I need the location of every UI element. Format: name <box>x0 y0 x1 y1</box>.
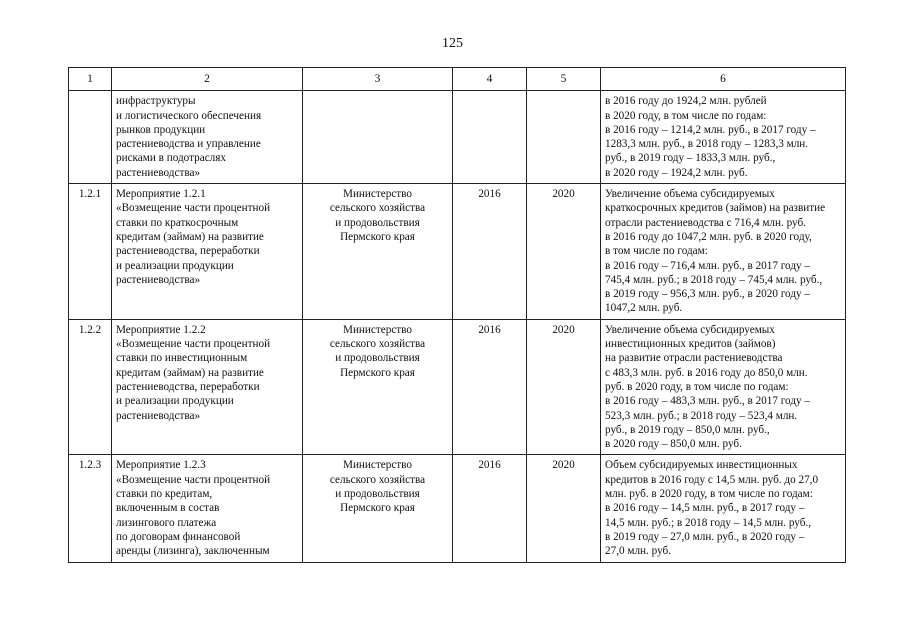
activity-name-line: Мероприятие 1.2.3 <box>116 459 206 472</box>
activity-name-line: «Возмещение части процентной <box>116 473 271 486</box>
expected-result-line: кредитов в 2016 году с 14,5 млн. руб. до 27,0 <box>605 473 819 486</box>
row-number: 1.2.1 <box>69 184 112 320</box>
expected-result-line: 523,3 млн. руб.; в 2018 году – 523,4 млн. <box>605 409 798 422</box>
executor-line: сельского хозяйства <box>329 473 426 486</box>
expected-result-line: Объем субсидируемых инвестиционных <box>605 459 798 472</box>
expected-result <box>601 91 846 184</box>
start-year: 2016 <box>453 319 527 455</box>
expected-result <box>601 319 846 455</box>
expected-result-line: 27,0 млн. руб. <box>605 545 671 558</box>
activity-name-line: растениеводства» <box>116 166 201 179</box>
table-header-row <box>69 68 846 91</box>
activity-name <box>112 184 303 320</box>
expected-result-line: руб. в 2020 году, в том числе по годам: <box>605 380 789 393</box>
activity-name-line: растениеводства» <box>116 273 201 286</box>
table-row <box>69 319 846 455</box>
page-number: 125 <box>442 36 463 51</box>
expected-result-line: Увеличение объема субсидируемых <box>605 188 775 201</box>
activity-name-line: включенным в состав <box>116 502 220 515</box>
activity-name-line: растениеводства, переработки <box>116 245 260 258</box>
executor <box>303 91 453 184</box>
expected-result-line: в 2016 году – 716,4 млн. руб., в 2017 году – <box>605 259 811 272</box>
expected-result-line: в 2020 году, в том числе по годам: <box>605 109 767 122</box>
activity-name-line: кредитам (займам) на развитие <box>116 230 264 243</box>
executor-line: и продовольствия <box>335 352 420 365</box>
header-col-4: 4 <box>453 68 527 91</box>
start-year <box>453 91 527 184</box>
expected-result-line: на развитие отрасли растениеводства <box>605 352 783 365</box>
end-year: 2020 <box>527 319 601 455</box>
activity-name-line: по договорам финансовой <box>116 530 241 543</box>
activity-name-line: рисками в подотраслях <box>116 152 226 165</box>
activity-name-line: Мероприятие 1.2.1 <box>116 188 206 201</box>
row-number: 1.2.2 <box>69 319 112 455</box>
row-number <box>69 91 112 184</box>
expected-result-line: 1047,2 млн. руб. <box>605 302 683 315</box>
activity-name-line: Мероприятие 1.2.2 <box>116 323 206 336</box>
expected-result-line: отрасли растениеводства с 716,4 млн. руб. <box>605 216 806 229</box>
activity-name-line: растениеводства» <box>116 409 201 422</box>
expected-result <box>601 184 846 320</box>
activity-name-line: растениеводства и управление <box>116 138 261 151</box>
expected-result-line: с 483,3 млн. руб. в 2016 году до 850,0 млн. <box>605 366 808 379</box>
activity-name-line: и реализации продукции <box>116 259 234 272</box>
expected-result-line: краткосрочных кредитов (займов) на развитие <box>605 202 826 215</box>
executor-line: Пермского края <box>340 502 415 515</box>
expected-result-line: инвестиционных кредитов (займов) <box>605 338 776 351</box>
expected-result-line: в 2016 году до 1924,2 млн. рублей <box>605 95 767 108</box>
expected-result-line: в 2016 году – 1214,2 млн. руб., в 2017 году – <box>605 123 816 136</box>
end-year <box>527 91 601 184</box>
header-col-2: 2 <box>112 68 303 91</box>
activity-name-line: растениеводства, переработки <box>116 380 260 393</box>
expected-result-line: в 2016 году – 14,5 млн. руб., в 2017 году – <box>605 502 805 515</box>
executor <box>303 184 453 320</box>
activity-name-line: и реализации продукции <box>116 395 234 408</box>
executor-line: сельского хозяйства <box>329 202 426 215</box>
activity-name-line: «Возмещение части процентной <box>116 202 271 215</box>
executor-line: Министерство <box>343 323 412 336</box>
table-row <box>69 184 846 320</box>
expected-result-line: руб., в 2019 году – 1833,3 млн. руб., <box>605 152 776 165</box>
executor-line: Пермского края <box>340 366 415 379</box>
activity-name-line: аренды (лизинга), заключенным <box>116 545 270 558</box>
activity-name-line: «Возмещение части процентной <box>116 338 271 351</box>
expected-result <box>601 455 846 562</box>
activity-name-line: лизингового платежа <box>116 516 217 529</box>
expected-result-line: 14,5 млн. руб.; в 2018 году – 14,5 млн. руб., <box>605 516 812 529</box>
expected-result-line: в 2016 году до 1047,2 млн. руб. в 2020 году, <box>605 230 812 243</box>
activity-name-line: ставки по кредитам, <box>116 488 213 501</box>
end-year: 2020 <box>527 184 601 320</box>
expected-result-line: в 2019 году – 27,0 млн. руб., в 2020 году – <box>605 530 805 543</box>
expected-result-line: руб., в 2019 году – 850,0 млн. руб., <box>605 423 770 436</box>
activity-name-line: ставки по краткосрочным <box>116 216 239 229</box>
executor <box>303 319 453 455</box>
expected-result-line: в 2016 году – 483,3 млн. руб., в 2017 году – <box>605 395 811 408</box>
activity-name <box>112 319 303 455</box>
activity-name-line: рынков продукции <box>116 123 206 136</box>
executor-line: Пермского края <box>340 230 415 243</box>
table-row <box>69 91 846 184</box>
expected-result-line: в 2020 году – 850,0 млн. руб. <box>605 438 742 451</box>
header-col-5: 5 <box>527 68 601 91</box>
activity-name-line: кредитам (займам) на развитие <box>116 366 264 379</box>
expected-result-line: в 2019 году – 956,3 млн. руб., в 2020 году – <box>605 288 811 301</box>
expected-result-line: 1283,3 млн. руб., в 2018 году – 1283,3 млн. <box>605 138 809 151</box>
table-row <box>69 455 846 562</box>
executor-line: сельского хозяйства <box>329 338 426 351</box>
expected-result-line: в 2020 году – 1924,2 млн. руб. <box>605 166 748 179</box>
activity-name-line: ставки по инвестиционным <box>116 352 248 365</box>
executor-line: и продовольствия <box>335 216 420 229</box>
activity-name <box>112 455 303 562</box>
end-year: 2020 <box>527 455 601 562</box>
expected-result-line: в том числе по годам: <box>605 245 708 258</box>
header-col-3: 3 <box>303 68 453 91</box>
start-year: 2016 <box>453 184 527 320</box>
executor-line: Министерство <box>343 188 412 201</box>
expected-result-line: 745,4 млн. руб.; в 2018 году – 745,4 млн. руб., <box>605 273 823 286</box>
header-col-1: 1 <box>69 68 112 91</box>
executor-line: Министерство <box>343 459 412 472</box>
header-col-6: 6 <box>601 68 846 91</box>
start-year: 2016 <box>453 455 527 562</box>
activity-name-line: и логистического обеспечения <box>116 109 262 122</box>
expected-result-line: Увеличение объема субсидируемых <box>605 323 775 336</box>
executor <box>303 455 453 562</box>
expected-result-line: млн. руб. в 2020 году, в том числе по годам: <box>605 488 813 501</box>
program-table <box>68 67 846 563</box>
executor-line: и продовольствия <box>335 488 420 501</box>
row-number: 1.2.3 <box>69 455 112 562</box>
activity-name <box>112 91 303 184</box>
activity-name-line: инфраструктуры <box>116 95 196 108</box>
